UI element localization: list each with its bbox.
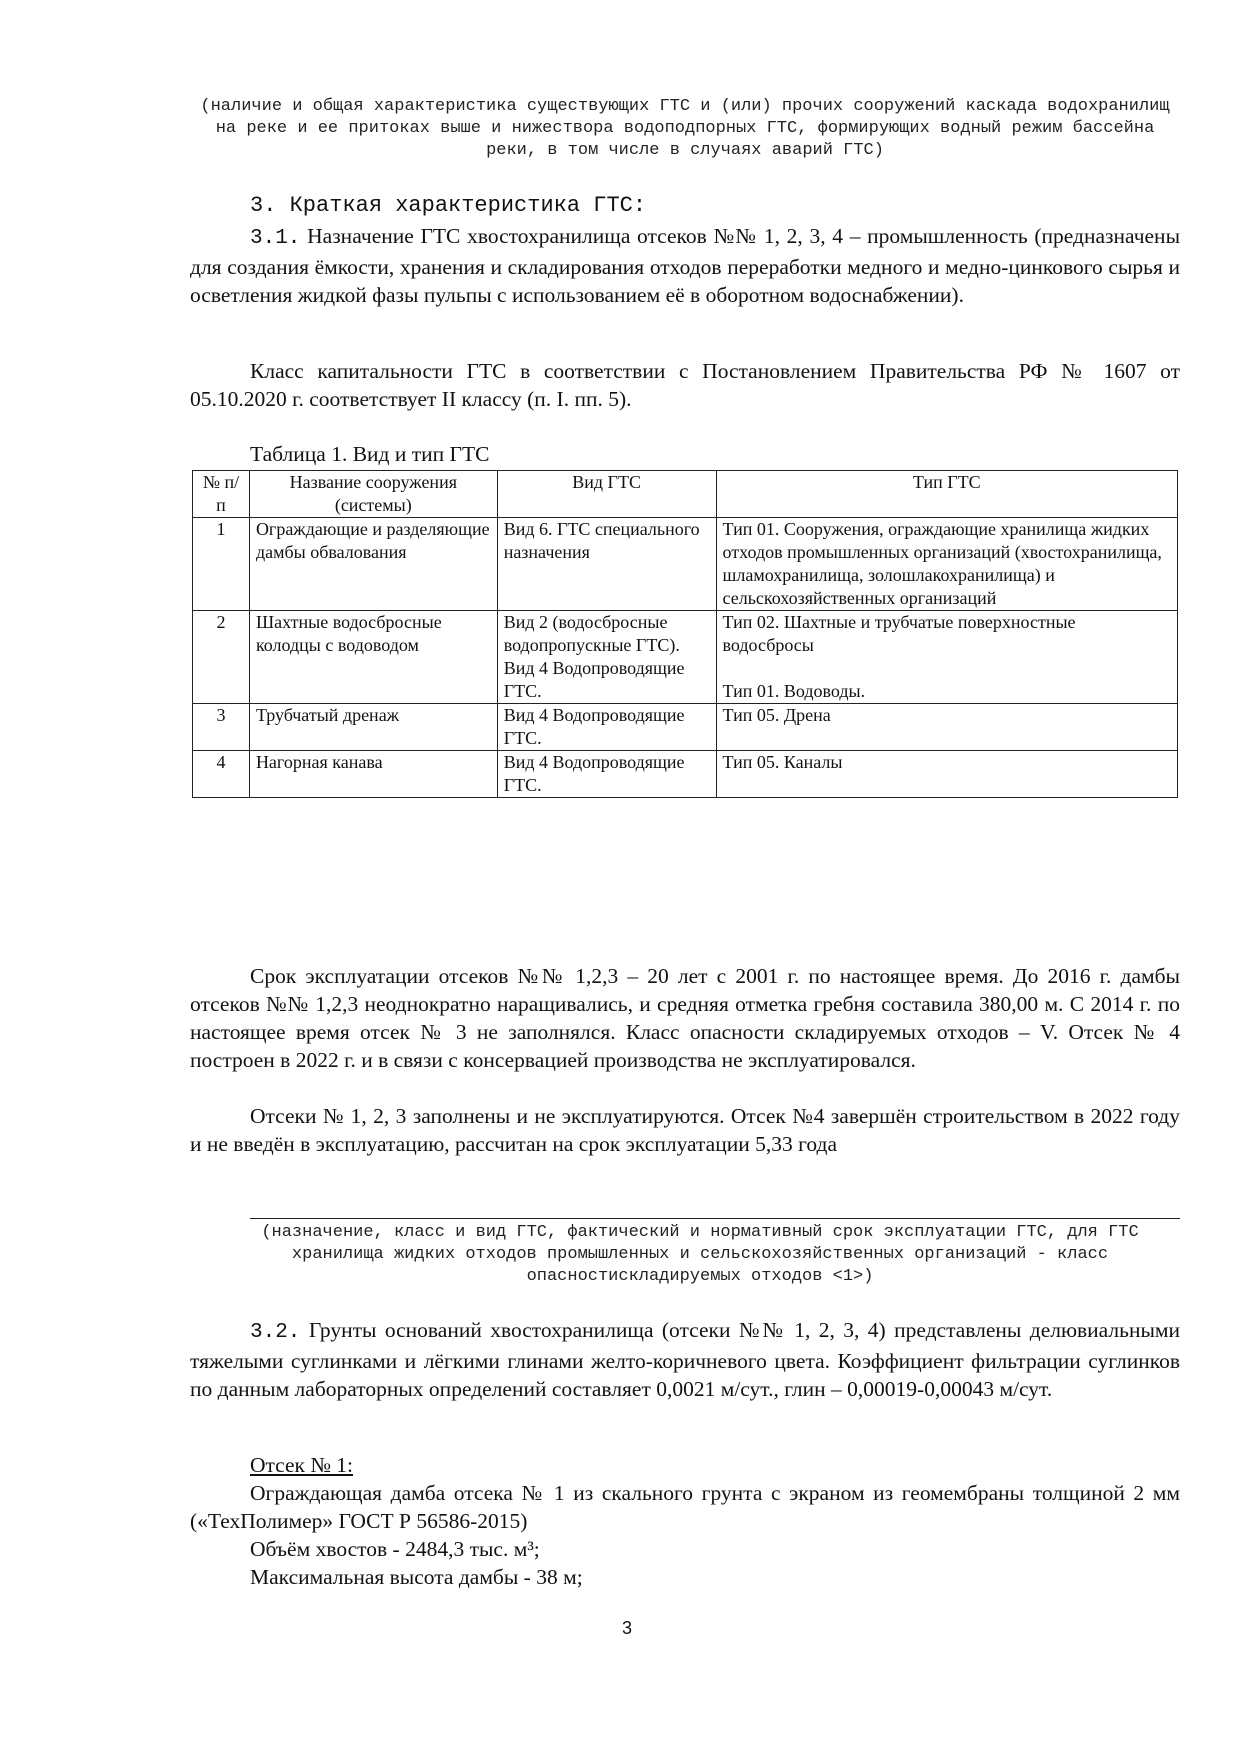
caption-purpose-class: (назначение, класс и вид ГТС, фактический и нормативный срок эксплуатации ГТС, для ГТС хранилища жидких отходов промышленных и сельскохозяйственных организаций - класс опасностискладируемых отходов <1>) [261, 1223, 1139, 1286]
row-name: Трубчатый дренаж [249, 704, 497, 751]
otsek-1-heading: Отсек № 1: [250, 1453, 353, 1477]
row-vid-cell [497, 611, 716, 704]
row-num: 2 [193, 611, 250, 704]
paragraph-class-text: Класс капитальности ГТС в соответствии с Постановлением Правительства РФ № 1607 от 05.10.2020 г. соответствует II классу (п. I. пп. 5). [190, 359, 1180, 411]
row-name: Шахтные водосбросные колодцы с водоводом [249, 611, 497, 704]
section-3-heading: 3. Краткая характеристика ГТС: [250, 193, 647, 218]
row-vid: Вид 6. ГТС специального назначения [497, 518, 716, 611]
row-tip: Тип 05. Каналы [716, 751, 1177, 798]
header-name: Название сооружения (системы) [249, 471, 497, 518]
table-row [193, 704, 1178, 751]
row-name: Ограждающие и разделяющие дамбы обвалования [249, 518, 497, 611]
caption-rule [250, 1218, 1180, 1219]
row-name: Нагорная канава [249, 751, 497, 798]
table-title: Таблица 1. Вид и тип ГТС [250, 442, 490, 466]
gts-table [192, 470, 1178, 798]
paragraph-3-1 [190, 222, 1180, 309]
table-row [193, 751, 1178, 798]
row-vid: Вид 2 (водосбросные водопропускные ГТС). [503, 612, 680, 655]
page-number: 3 [621, 1618, 632, 1638]
table-header-row [193, 471, 1178, 518]
otsek-1-dam [190, 1479, 1180, 1535]
paragraph-service-status-text: Отсеки № 1, 2, 3 заполнены и не эксплуатируются. Отсек №4 завершён строительством в 2022 году и не введён в эксплуатацию, рассчитан на срок эксплуатации 5,33 года [190, 1104, 1180, 1156]
paragraph-class [190, 357, 1180, 413]
header-num: № п/п [193, 471, 250, 518]
paragraph-3-2-text: Грунты оснований хвостохранилища (отсеки №№ 1, 2, 3, 4) представлены делювиальными тяжелыми суглинками и лёгкими глинами желто-коричневого цвета. Коэффициент фильтрации суглинков по данным лабораторных определений составляет 0,0021 м/сут., глин – 0,00019-0,00043 м/сут. [190, 1318, 1181, 1401]
row-vid-secondary: Вид 4 Водопроводящие ГТС. [503, 658, 685, 701]
header-vid: Вид ГТС [497, 471, 716, 518]
row-tip-secondary: Тип 01. Водоводы. [722, 681, 866, 701]
row-num: 3 [193, 704, 250, 751]
otsek-1-dam-text: Ограждающая дамба отсека № 1 из скального грунта с экраном из геомембраны толщиной 2 мм («ТехПолимер» ГОСТ Р 56586-2015) [190, 1481, 1180, 1533]
otsek-1-height: Максимальная высота дамбы - 38 м; [250, 1565, 583, 1589]
otsek-1-volume: Объём хвостов - 2484,3 тыс. м³; [250, 1537, 540, 1561]
paragraph-3-2-number: 3.2. [250, 1321, 301, 1344]
table-row [193, 611, 1178, 704]
table-row [193, 518, 1178, 611]
row-tip-cell [716, 611, 1177, 704]
row-tip: Тип 05. Дрена [716, 704, 1177, 751]
paragraph-3-1-number: 3.1. [250, 227, 301, 250]
paragraph-service-life-text: Срок эксплуатации отсеков №№ 1,2,3 – 20 лет с 2001 г. по настоящее время. До 2016 г. дамбы отсеков №№ 1,2,3 неоднократно наращивались, и средняя отметка гребня составила 380,00 м. С 2014 г. по настоящее время отсек № 3 не заполнялся. Класс опасности складируемых отходов – V. Отсек № 4 построен в 2022 г. и в связи с консервацией производства не эксплуатировался. [190, 964, 1180, 1072]
row-tip: Тип 02. Шахтные и трубчатые поверхностные водосбросы [722, 612, 1076, 655]
paragraph-service-status [190, 1102, 1180, 1158]
paragraph-service-life [190, 962, 1180, 1074]
row-num: 1 [193, 518, 250, 611]
caption-existing-gts: (наличие и общая характеристика существующих ГТС и (или) прочих сооружений каскада водохранилищ на реке и ее притоках выше и нижествора водоподпорных ГТС, формирующих водный режим бассейна реки, в том числе в случаях аварий ГТС) [200, 97, 1170, 160]
row-num: 4 [193, 751, 250, 798]
paragraph-3-1-text: Назначение ГТС хвостохранилища отсеков №№ 1, 2, 3, 4 – промышленность (предназначены для создания ёмкости, хранения и складирования отходов переработки медного и медно-цинкового сырья и осветления жидкой фазы пульпы с использованием её в оборотном водоснабжении). [190, 224, 1181, 307]
header-tip: Тип ГТС [716, 471, 1177, 518]
row-tip: Тип 01. Сооружения, ограждающие хранилища жидких отходов промышленных организаций (хвостохранилища, шламохранилища, золошлакохранилища) и сельскохозяйственных организаций [716, 518, 1177, 611]
row-vid: Вид 4 Водопроводящие ГТС. [497, 751, 716, 798]
row-vid: Вид 4 Водопроводящие ГТС. [497, 704, 716, 751]
paragraph-3-2 [190, 1316, 1180, 1403]
